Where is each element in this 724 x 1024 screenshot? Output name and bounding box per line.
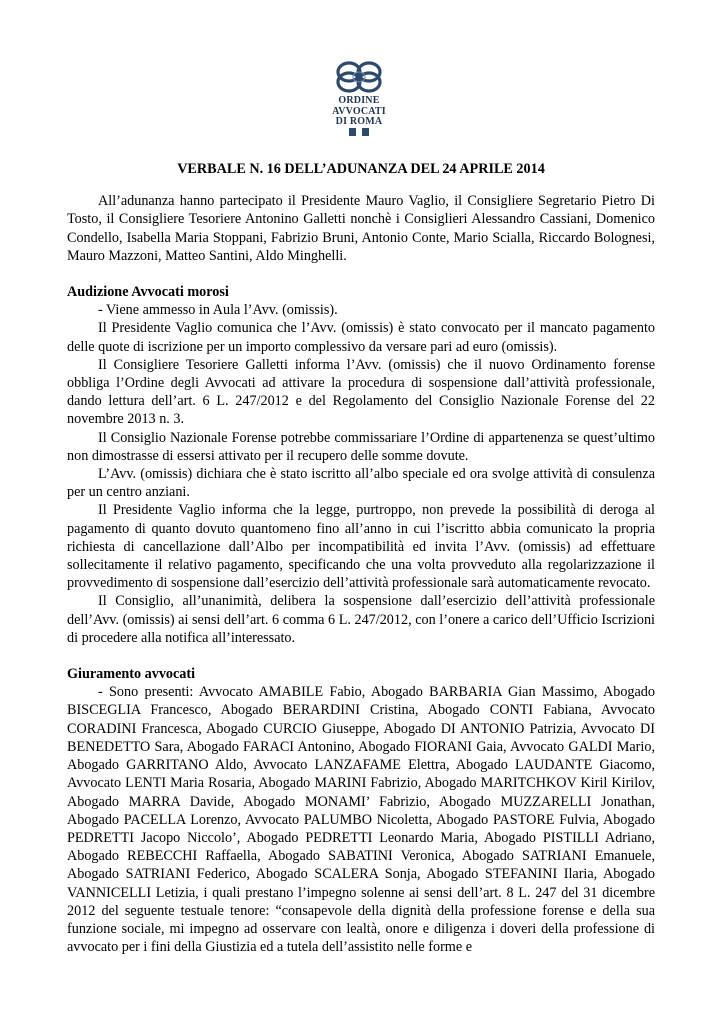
logo-line-3: DI ROMA <box>335 116 383 127</box>
audizione-paragraph: Il Presidente Vaglio comunica che l’Avv. (omissis) è stato convocato per il mancato pagamento delle quote di iscrizione per un importo complessivo da versare pari ad euro (omissis). <box>67 320 655 355</box>
ordine-avvocati-logo <box>318 58 400 148</box>
logo-line-1: ORDINE <box>338 95 380 106</box>
section-heading-audizione: Audizione Avvocati morosi <box>67 284 229 301</box>
section-spacer <box>67 647 655 665</box>
logo-base-icon <box>346 128 372 136</box>
audizione-paragraph: Il Presidente Vaglio informa che la legge, purtroppo, non prevede la possibilità di deroga al pagamento di quanto dovuto quantomeno fino all’anno in cui l’iscritto abbia comunicato la propria richiesta di cancellazione dall’Albo per incompatibilità ed invita l’Avv. (omissis) ad effettuare sollecitamente il relativo pagamento, specificando che una volta provveduto alla regolarizzazione il provvedimento di sospensione dall’esercizio dell’attività professionale sarà automaticamente revocato. <box>67 502 655 592</box>
audizione-paragraph: Il Consigliere Tesoriere Galletti informa l’Avv. (omissis) che il nuovo Ordinamento forense obbliga l’Ordine degli Avvocati ad attivare la procedura di sospensione dall’attività professionale, dando lettura dell’art. 6 L. 247/2012 e del Regolamento del Consiglio Nazionale Forense del 22 novembre 2013 n. 3. <box>67 356 655 428</box>
audizione-paragraph: - Viene ammesso in Aula l’Avv. (omissis). <box>98 302 338 319</box>
audizione-paragraph: Il Consiglio Nazionale Forense potrebbe commissariare l’Ordine di appartenenza se quest’ultimo non dimostrasse di essersi attivato per il recupero delle somme dovute. <box>67 429 655 464</box>
attendance-paragraph: All’adunanza hanno partecipato il Presidente Mauro Vaglio, il Consigliere Segretario Pietro Di Tosto, il Consigliere Tesoriere Antonino Galletti nonchè i Consiglieri Alessandro Cassiani, Domenico Condello, Isabella Maria Stoppani, Fabrizio Bruni, Antonio Conte, Mario Scialla, Riccardo Bolognesi, Mauro Mazzoni, Matteo Santini, Aldo Minghelli. <box>67 193 655 264</box>
audizione-paragraph: L’Avv. (omissis) dichiara che è stato iscritto all’albo speciale ed ora svolge attività di consulenza per un centro anziani. <box>67 466 655 501</box>
document-title: VERBALE N. 16 DELL’ADUNANZA DEL 24 APRILE 2014 <box>177 161 545 177</box>
section-spacer <box>67 265 655 283</box>
section-heading-giuramento: Giuramento avvocati <box>67 666 196 683</box>
logo-line-2: AVVOCATI <box>332 105 386 117</box>
knot-emblem-icon <box>334 58 384 96</box>
minutes-body <box>67 160 655 956</box>
giuramento-paragraph: - Sono presenti: Avvocato AMABILE Fabio, Abogado BARBARIA Gian Massimo, Abogado BISCEGLIA Francesco, Abogado BERARDINI Cristina, Abogado CONTI Fabiana, Avvocato CORADINI Francesca, Abogado CURCIO Giuseppe, Abogado DI ANTONIO Patrizia, Avvocato DI BENEDETTO Sara, Abogado FARACI Antonino, Abogado FIORANI Gaia, Avvocato GALDI Mario, Abogado GARRITANO Aldo, Avvocato LANZAFAME Elettra, Abogado LAUDANTE Giacomo, Avvocato LENTI Maria Rosaria, Abogado MARINI Fabrizio, Abogado MARITCHKOV Kiril Kirilov, Abogado MARRA Davide, Abogado MONAMI’ Fabrizio, Abogado MUZZARELLI Jonathan, Abogado PACELLA Lorenzo, Avvocato PALUMBO Nicoletta, Abogado PASTORE Fulvia, Abogado PEDRETTI Jacopo Niccolo’, Abogado PEDRETTI Leonardo Maria, Abogado PISTILLI Adriano, Abogado REBECCHI Raffaella, Abogado SABATINI Veronica, Abogado SATRIANI Emanuele, Abogado SATRIANI Federico, Abogado SCALERA Sonja, Abogado STEFANINI Ilaria, Abogado VANNICELLI Letizia, i quali prestano l’impegno solenne ai sensi dell’art. 8 L. 247 del 31 dicembre 2012 del seguente testuale tenore: “consapevole della dignità della professione forense e della sua funzione sociale, mi impegno ad osservare con lealtà, onore e diligenza i doveri della professione di avvocato per i fini della Giustizia ed a tutela dell’assistito nelle forme e <box>67 684 655 956</box>
audizione-paragraph: Il Consiglio, all’unanimità, delibera la sospensione dall’esercizio dell’attività professionale dell’Avv. (omissis) ai sensi dell’art. 6 comma 6 L. 247/2012, con l’onere a carico dell’Ufficio Iscrizioni di procedere alla notifica all’interessato. <box>67 593 655 646</box>
